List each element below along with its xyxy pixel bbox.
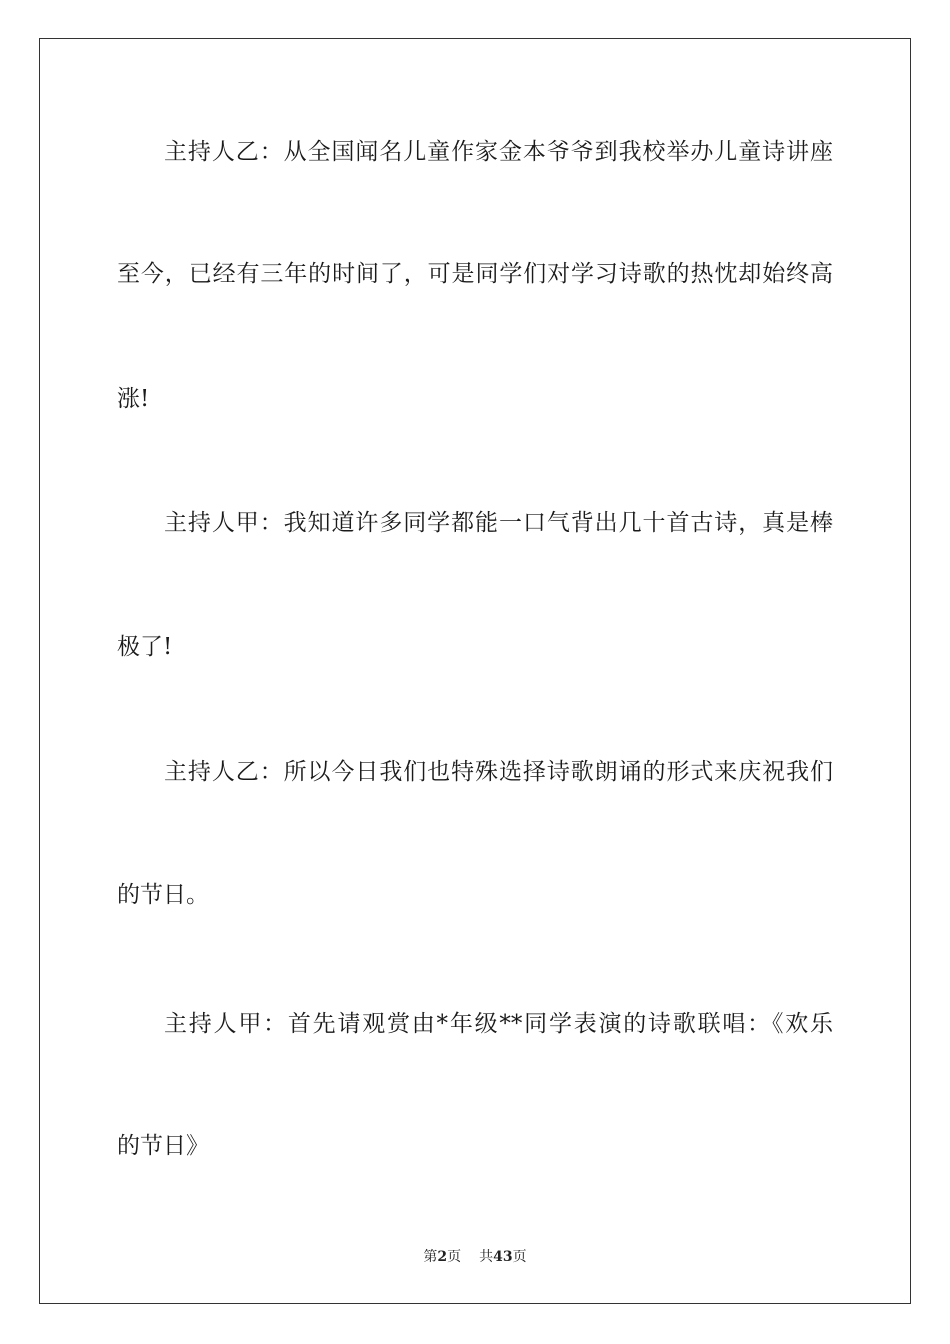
page-suffix: 页 [447,1249,462,1265]
total-suffix: 页 [512,1249,527,1265]
total-pages: 43 [493,1249,513,1265]
paragraph-line: 主持人甲：首先请观赏由*年级**同学表演的诗歌联唱：《欢乐 [164,1011,833,1037]
page-prefix: 第 [423,1249,438,1265]
paragraph-line: 主持人乙：从全国闻名儿童作家金本爷爷到我校举办儿童诗讲座 [164,139,833,165]
paragraph-line: 主持人乙：所以今日我们也特殊选择诗歌朗诵的形式来庆祝我们 [164,759,833,785]
paragraph-line: 涨! [117,386,150,412]
page-border [39,38,911,1304]
page-number: 2 [437,1249,448,1265]
paragraph-line: 极了! [117,634,173,660]
paragraph-line: 至今，已经有三年的时间了，可是同学们对学习诗歌的热忱却始终高 [117,261,833,287]
paragraph-line: 主持人甲：我知道许多同学都能一口气背出几十首古诗，真是棒 [164,510,833,536]
paragraph-line: 的节日。 [117,882,209,908]
paragraph-line: 的节日》 [117,1133,209,1159]
page-footer [0,1248,950,1266]
total-prefix: 共 [479,1249,494,1265]
